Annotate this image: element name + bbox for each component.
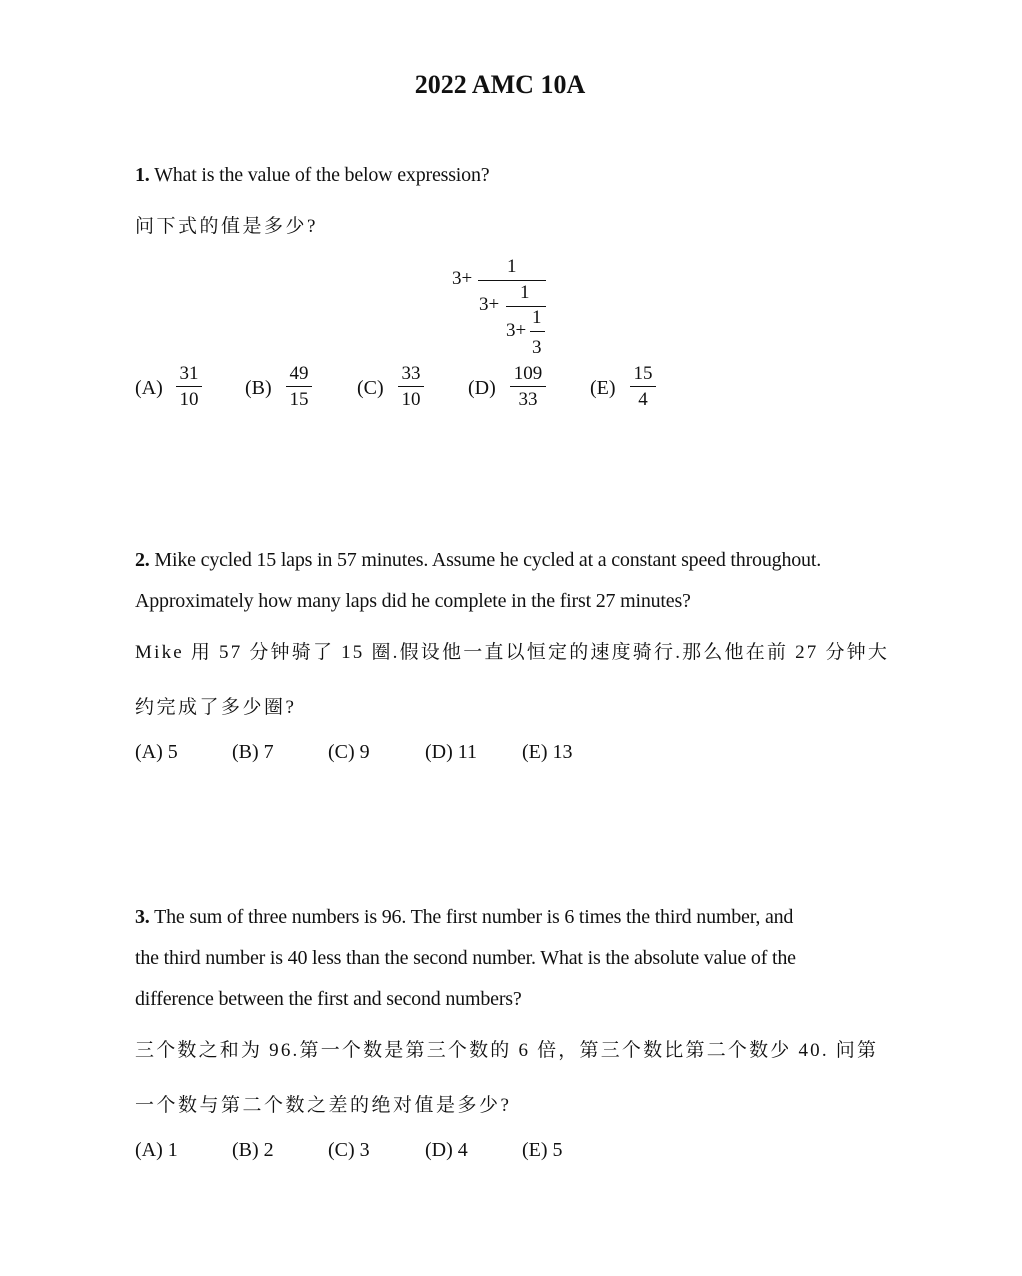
expr-inner-numerator: 1	[532, 307, 542, 328]
expr-mid-numerator: 1	[520, 282, 530, 303]
q1-choice-d-label: (D)	[468, 377, 496, 399]
q2-choice-a: (A) 5	[135, 741, 178, 763]
q1-choice-c-den: 10	[401, 389, 421, 410]
page-title: 2022 AMC 10A	[414, 70, 586, 99]
expr-outer-numerator: 1	[507, 256, 517, 277]
q3-text-en-line2: the third number is 40 less than the second number. What is the absolute value of the	[135, 947, 796, 969]
q1-choice-e-fraction	[630, 362, 656, 413]
q1-choice-e-num: 15	[630, 362, 656, 387]
q1-choice-a-den: 10	[179, 389, 199, 410]
q1-choice-a-fraction	[176, 362, 202, 413]
q1-choice-b-label: (B)	[245, 377, 272, 399]
q2-text-en-body: Mike cycled 15 laps in 57 minutes. Assume he cycled at a constant speed throughout.	[154, 549, 822, 571]
q3-choice-b: (B) 2	[232, 1139, 274, 1161]
q1-choice-b-fraction	[286, 362, 312, 413]
q1-text-cn: 问下式的值是多少?	[135, 216, 318, 237]
q3-text-en-line3: difference between the first and second numbers?	[135, 988, 522, 1010]
expr-outer-plus: 3+	[452, 268, 473, 289]
q3-number: 3.	[135, 906, 150, 928]
q1-choice-a-num: 31	[176, 362, 202, 387]
q1-choice-e-label: (E)	[590, 377, 616, 399]
q1-choice-d-den: 33	[518, 389, 538, 410]
q3-text-cn-line2: 一个数与第二个数之差的绝对值是多少?	[135, 1095, 512, 1116]
q1-choice-d-num: 109	[510, 362, 546, 387]
q2-text-cn-line2: 约完成了多少圈?	[135, 697, 297, 718]
expr-outer-fraction-bar	[478, 280, 546, 281]
q1-choice-c-num: 33	[398, 362, 424, 387]
q2-text-en-line2: Approximately how many laps did he complete in the first 27 minutes?	[135, 590, 691, 612]
q3-choice-a: (A) 1	[135, 1139, 178, 1161]
q2-choice-c: (C) 9	[328, 741, 370, 763]
q3-choice-c: (C) 3	[328, 1139, 370, 1161]
q1-choice-c-label: (C)	[357, 377, 384, 399]
q1-choice-e-den: 4	[638, 389, 648, 410]
q1-text-en	[135, 164, 489, 187]
q3-text-en-body: The sum of three numbers is 96. The first number is 6 times the third number, and	[154, 906, 794, 928]
q2-number: 2.	[135, 549, 150, 571]
expr-mid-plus: 3+	[479, 294, 500, 315]
q2-choice-d: (D) 11	[425, 741, 478, 763]
q1-number: 1.	[135, 164, 150, 186]
q3-text-cn-line1: 三个数之和为 96.第一个数是第三个数的 6 倍，第三个数比第二个数少 40. 问第	[135, 1040, 879, 1061]
q1-choice-b-den: 15	[289, 389, 309, 410]
q2-text-en-line1	[135, 549, 821, 572]
q1-choice-b-num: 49	[286, 362, 312, 387]
q2-choice-e: (E) 13	[522, 741, 573, 763]
q1-choice-c-fraction	[398, 362, 424, 413]
q1-choice-a-label: (A)	[135, 377, 163, 399]
q3-choice-d: (D) 4	[425, 1139, 468, 1161]
q2-text-cn-line1: Mike 用 57 分钟骑了 15 圈.假设他一直以恒定的速度骑行.那么他在前 27 分钟大	[135, 642, 890, 663]
q1-choice-d-fraction	[510, 362, 546, 413]
q3-choice-e: (E) 5	[522, 1139, 563, 1161]
expr-inner-fraction-bar	[530, 331, 545, 332]
q2-choice-b: (B) 7	[232, 741, 274, 763]
expr-inner-plus: 3+	[506, 320, 527, 341]
q1-text-en-body: What is the value of the below expression?	[154, 164, 490, 186]
q3-text-en-line1	[135, 906, 793, 929]
expr-inner-denominator: 3	[532, 337, 542, 358]
